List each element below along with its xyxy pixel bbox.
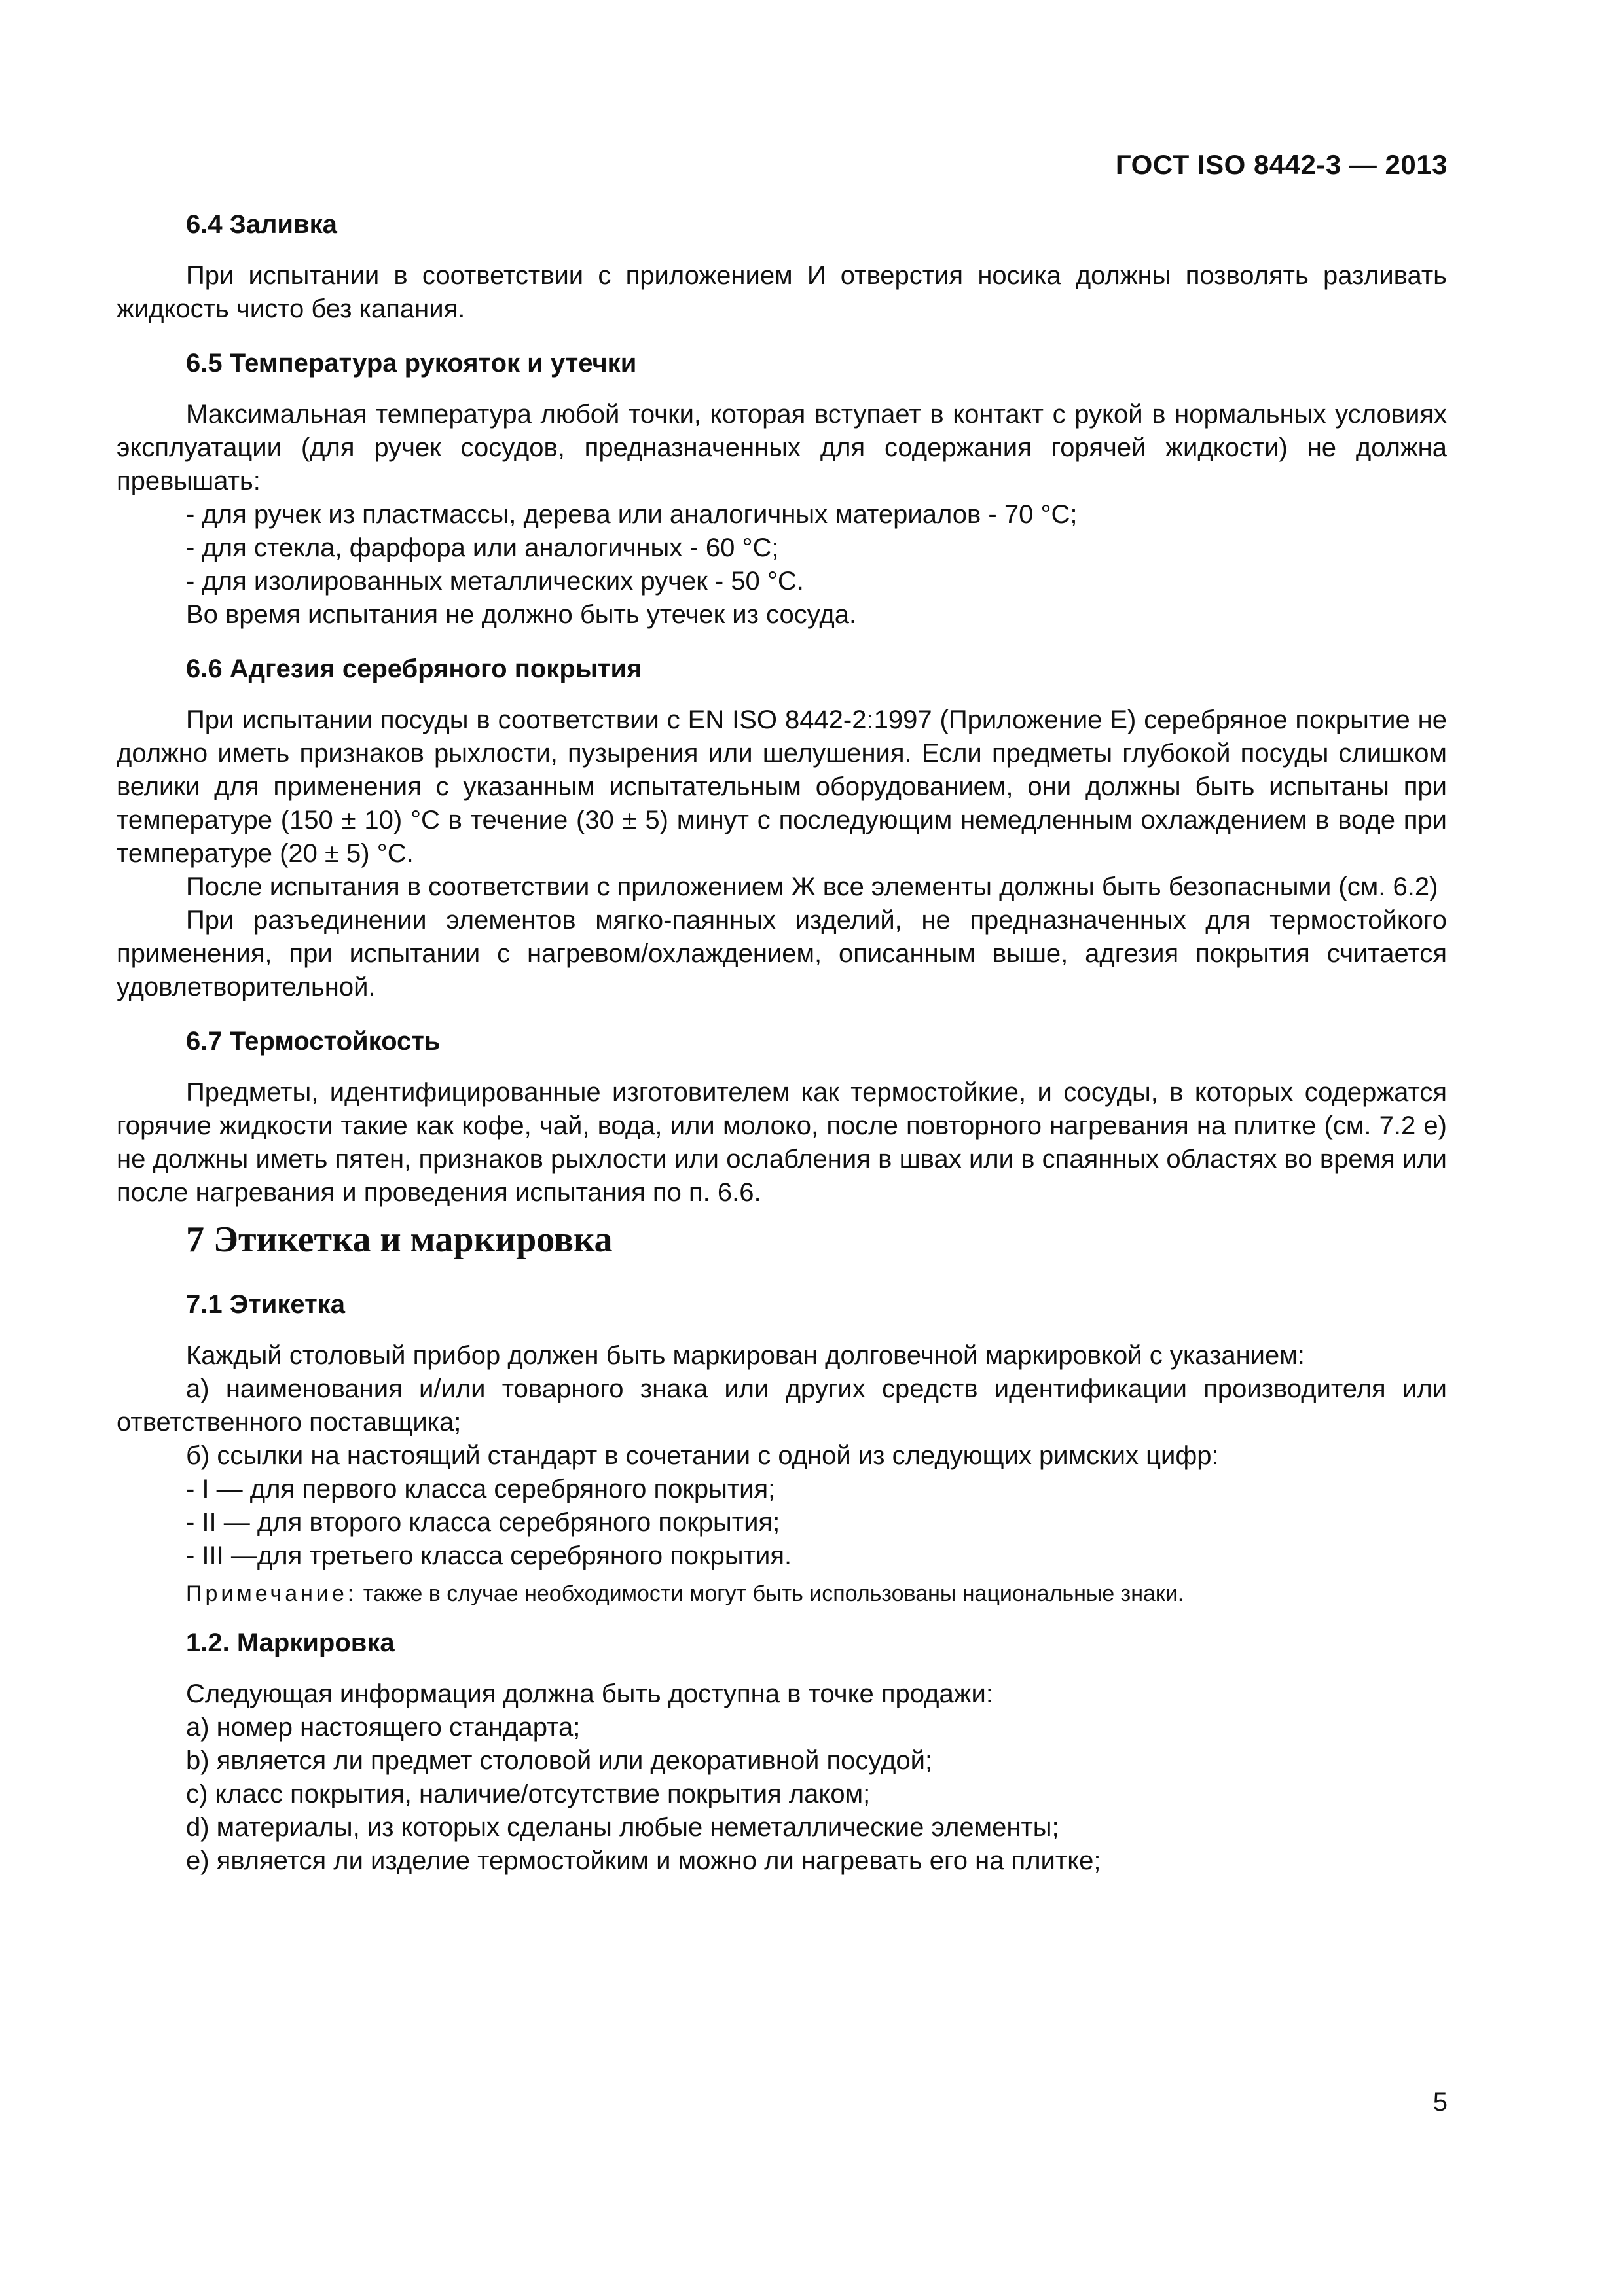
section-7-2-title: 1.2. Маркировка [186, 1628, 395, 1657]
section-7-1-item-a: а) наименования и/или товарного знака или других средств идентификации производителя или ответственного поставщика; [117, 1374, 1447, 1437]
list-item: - I — для первого класса серебряного покрытия; [186, 1475, 776, 1503]
section-7-title: 7 Этикетка и маркировка [186, 1219, 613, 1260]
section-6-6-title: 6.6 Адгезия серебряного покрытия [186, 655, 642, 683]
section-6-5-closing: Во время испытания не должно быть утечек из сосуда. [186, 600, 857, 629]
section-6-6-paragraph-2: После испытания в соответствии с приложением Ж все элементы должны быть безопасными (см. 6.2) [186, 872, 1438, 901]
section-6-6-paragraph-1: При испытании посуды в соответствии с EN ISO 8442-2:1997 (Приложение Е) серебряное покрытие не должно иметь признаков рыхлости, пузырения или шелушения. Если предметы глубокой посуды слишком велики для применения с указанным испытательным оборудованием, они должны быть испытаны при температуре (150 ± 10) °C в течение (30 ± 5) минут с последующим немедленным охлаждением в воде при температуре (20 ± 5) °C. [117, 706, 1447, 868]
section-7-1-item-b: б) ссылки на настоящий стандарт в сочетании с одной из следующих римских цифр: [186, 1441, 1219, 1470]
section-6-4-paragraph: При испытании в соответствии с приложением И отверстия носика должны позволять разливать жидкость чисто без капания. [117, 261, 1447, 323]
section-6-5-title: 6.5 Температура рукояток и утечки [186, 349, 637, 378]
section-7-2-intro: Следующая информация должна быть доступна в точке продажи: [186, 1679, 993, 1708]
section-7-1-title: 7.1 Этикетка [186, 1290, 345, 1319]
list-item: с) класс покрытия, наличие/отсутствие покрытия лаком; [186, 1780, 871, 1808]
list-item: d) материалы, из которых сделаны любые неметаллические элементы; [186, 1813, 1059, 1842]
section-6-4-title: 6.4 Заливка [186, 210, 337, 239]
list-item: - для ручек из пластмассы, дерева или аналогичных материалов - 70 °C; [186, 500, 1078, 529]
note-label: Примечание: [186, 1581, 357, 1606]
list-item: - для изолированных металлических ручек - 50 °C. [186, 567, 804, 596]
standard-code-header: ГОСТ ISO 8442-3 — 2013 [1115, 149, 1448, 180]
list-item: - III —для третьего класса серебряного покрытия. [186, 1541, 792, 1570]
section-6-6-paragraph-3: При разъединении элементов мягко-паянных изделий, не предназначенных для термостойкого применения, при испытании с нагревом/охлаждением, описанным выше, адгезия покрытия считается удовлетворительной. [117, 906, 1447, 1001]
section-6-7-title: 6.7 Термостойкость [186, 1027, 441, 1056]
section-6-7-paragraph: Предметы, идентифицированные изготовителем как термостойкие, и сосуды, в которых содержатся горячие жидкости такие как кофе, чай, вода, или молоко, после повторного нагревания на плитке (см. 7.2 е) не должны иметь пятен, признаков рыхлости или ослабления в швах или в спаянных областях во время или после нагревания и проведения испытания по п. 6.6. [117, 1078, 1447, 1207]
list-item: е) является ли изделие термостойким и можно ли нагревать его на плитке; [186, 1846, 1101, 1875]
section-7-1-intro: Каждый столовый прибор должен быть маркирован долговечной маркировкой с указанием: [186, 1341, 1305, 1370]
list-item: - II — для второго класса серебряного покрытия; [186, 1508, 780, 1537]
page-number: 5 [1432, 2088, 1448, 2117]
list-item: а) номер настоящего стандарта; [186, 1713, 581, 1742]
list-item: - для стекла, фарфора или аналогичных - 60 °C; [186, 533, 779, 562]
note [186, 1578, 1447, 1609]
page-content [117, 208, 1447, 1878]
note-text: также в случае необходимости могут быть использованы национальные знаки. [357, 1581, 1184, 1606]
list-item: b) является ли предмет столовой или декоративной посудой; [186, 1746, 933, 1775]
section-6-5-paragraph: Максимальная температура любой точки, которая вступает в контакт с рукой в нормальных условиях эксплуатации (для ручек сосудов, предназначенных для содержания горячей жидкости) не должна превышать: [117, 400, 1447, 495]
